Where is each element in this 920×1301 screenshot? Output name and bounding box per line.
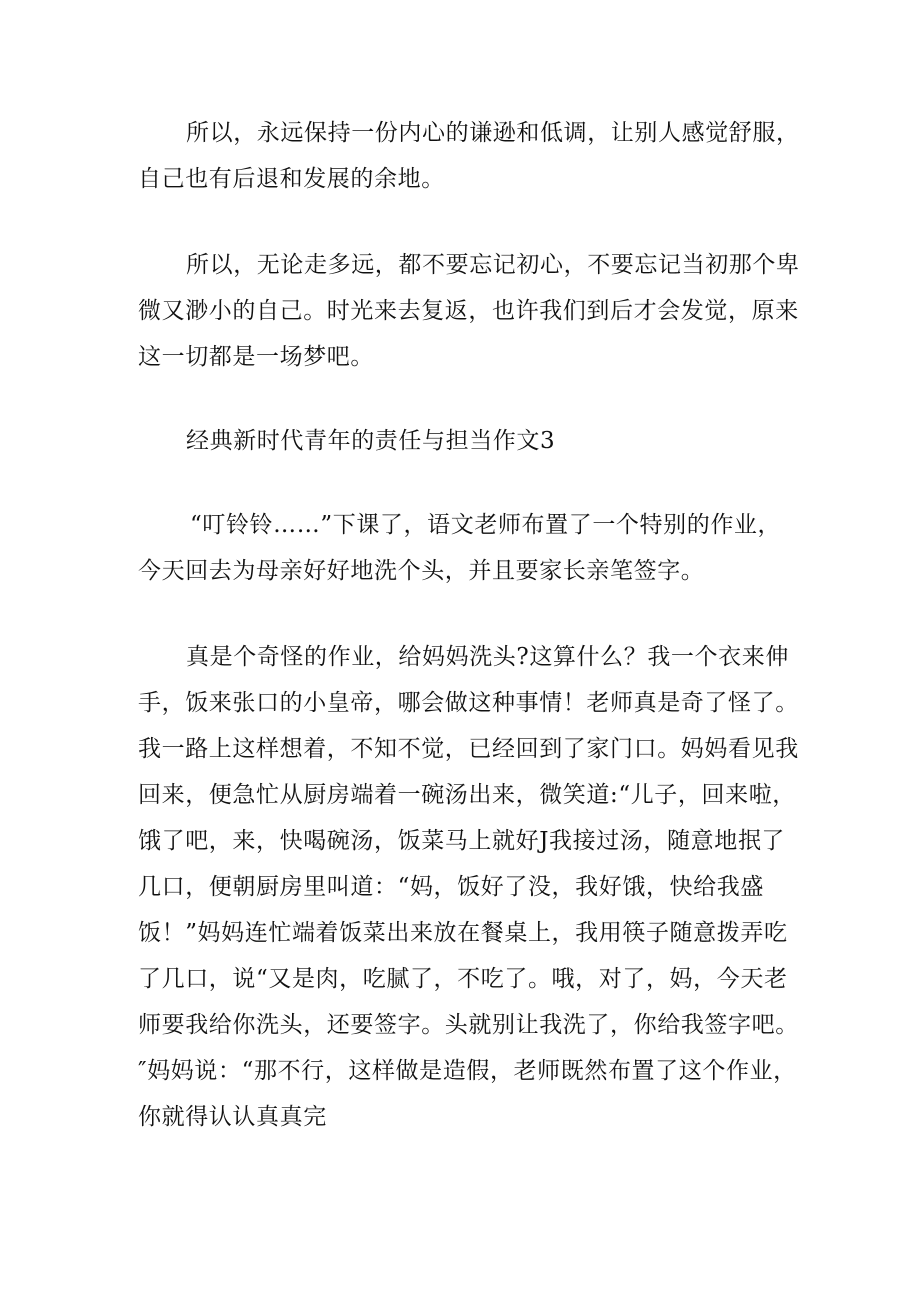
paragraph-line: 这一切都是一场梦吧。 [138, 344, 374, 370]
paragraph-line: 所以，永远保持一份内心的谦逊和低调，让别人感觉舒服， [186, 120, 800, 146]
paragraph-1 [138, 110, 802, 202]
paragraph-line: 手，饭来张口的小皇帝，哪会做这种事情！老师真是奇了怪了。 [138, 690, 799, 716]
paragraph-line: 自己也有后退和发展的余地。 [138, 166, 445, 192]
paragraph-line: 真是个奇怪的作业，给妈妈洗头?这算什么？我一个衣来伸 [186, 644, 789, 670]
paragraph-line: 几口，便朝厨房里叫道：“妈，饭好了没，我好饿，快给我盛 [138, 874, 764, 900]
paragraph-line: 你就得认认真真完 [138, 1104, 327, 1130]
paragraph-3 [138, 502, 802, 594]
paragraph-line: 师要我给你洗头，还要签字。头就别让我洗了，你给我签字吧。 [138, 1012, 799, 1038]
section-heading: 经典新时代青年的责任与担当作文3 [186, 428, 556, 454]
paragraph-line: 微又渺小的自己。时光来去复返，也许我们到后才会发觉，原来 [138, 298, 799, 324]
paragraph-2 [138, 242, 802, 380]
paragraph-line: 回来，便急忙从厨房端着一碗汤出来，微笑道:“儿子，回来啦， [138, 782, 796, 808]
paragraph-line: 今天回去为母亲好好地洗个头，并且要家长亲笔签字。 [138, 558, 705, 584]
paragraph-line: 我一路上这样想着，不知不觉，已经回到了家门口。妈妈看见我 [138, 736, 799, 762]
paragraph-line: ″妈妈说：“那不行，这样做是造假，老师既然布置了这个作业， [138, 1058, 797, 1084]
paragraph-line: 饭！”妈妈连忙端着饭菜出来放在餐桌上，我用筷子随意拨弄吃 [138, 920, 788, 946]
paragraph-line: 所以，无论走多远，都不要忘记初心，不要忘记当初那个卑 [186, 252, 800, 278]
paragraph-4 [138, 634, 802, 1140]
paragraph-line: “叮铃铃……”下课了，语文老师布置了一个特别的作业， [190, 512, 782, 538]
paragraph-line: 了几口，说“又是肉，吃腻了，不吃了。哦，对了，妈，今天老 [138, 966, 788, 992]
paragraph-line: 饿了吧，来，快喝碗汤，饭菜马上就好J我接过汤，随意地抿了 [138, 828, 786, 854]
